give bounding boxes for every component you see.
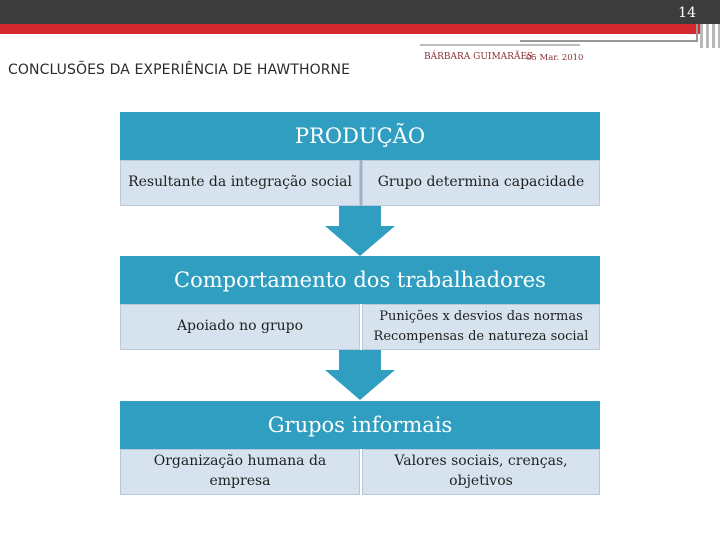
box-left-3 [120,449,360,495]
down-arrow-icon [325,206,395,256]
arrow-head [325,370,395,400]
box-text: Grupo determina capacidade [377,174,585,191]
box-text-line: Recompensas de natureza social [373,329,589,344]
striped-gutter [700,24,720,48]
slide-title: CONCLUSÕES DA EXPERIÊNCIA DE HAWTHORNE [8,62,351,78]
box-left-2 [120,304,360,350]
box-text: Apoiado no grupo [176,318,304,335]
box-right-1 [362,160,600,206]
date-label: 05 Mar. 2010 [526,53,584,63]
header-band [0,24,700,34]
down-arrow-icon [325,350,395,401]
author-divider [420,44,580,46]
box-text: Valores sociais, crenças, objetivos [394,453,568,489]
band-producao [120,112,600,160]
band-heading: Grupos informais [267,413,453,437]
arrow-shaft [339,350,381,370]
arrow-shaft [339,206,381,226]
band-heading: PRODUÇÃO [294,124,426,148]
band-grupos-informais [120,401,600,449]
author-label: BÁRBARA GUIMARÃES [424,52,534,62]
arrow-head [325,226,395,256]
box-text-line: Punições x desvios das normas [379,308,583,324]
page-number: 14 [678,5,696,21]
page-number-frame-line-vertical [696,24,698,42]
box-text: Resultante da integração social [128,174,352,191]
box-right-2 [362,304,600,350]
box-left-1 [120,160,360,206]
band-heading: Comportamento dos trabalhadores [174,268,546,292]
band-comportamento [120,256,600,304]
top-bar [0,0,720,24]
box-text: Organização humana da empresa [153,453,327,489]
box-right-3 [362,449,600,495]
page-number-frame-line [520,40,696,42]
